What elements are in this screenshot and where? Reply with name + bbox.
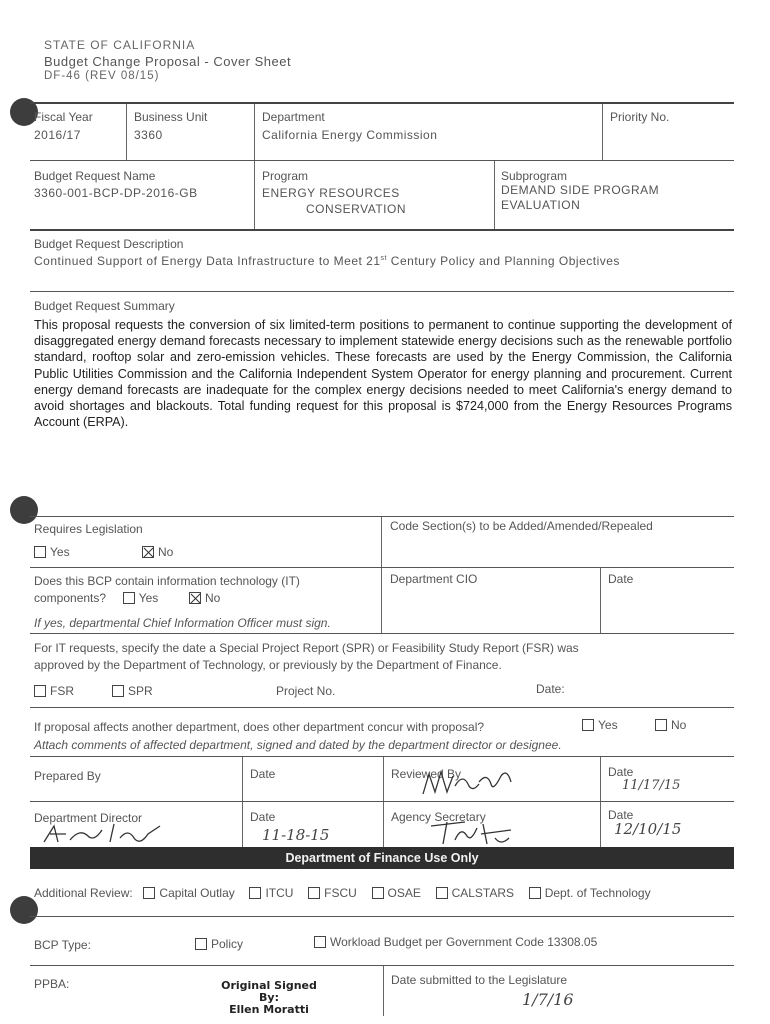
program-value-1: ENERGY RESOURCES <box>262 186 400 200</box>
prepared-by-label: Prepared By <box>34 769 101 783</box>
punch-hole-middle <box>10 496 38 524</box>
original-signed-stamp <box>214 980 324 1016</box>
bcp-type-label: BCP Type: <box>34 938 91 952</box>
director-label: Department Director <box>34 811 143 825</box>
divider <box>254 104 255 160</box>
rule <box>30 965 734 966</box>
legislation-options <box>34 545 70 559</box>
it-question-1: Does this BCP contain information technology (IT) <box>34 574 300 588</box>
department-label: Department <box>262 110 325 124</box>
description-sup: st <box>380 255 387 262</box>
it-requests-text-2: approved by the Department of Technology, or previously by the Department of Finance. <box>34 658 502 672</box>
policy-option <box>195 937 243 951</box>
summary-label: Budget Request Summary <box>34 299 175 313</box>
project-no-label: Project No. <box>276 684 336 698</box>
workload-option <box>314 935 597 949</box>
description-text: Continued Support of Energy Data Infrastructure to Meet 21 <box>34 254 381 268</box>
itcu-checkbox[interactable] <box>249 887 261 899</box>
prepared-date-label: Date <box>250 767 276 781</box>
department-value: California Energy Commission <box>262 128 438 142</box>
date-submitted-label: Date submitted to the Legislature <box>391 973 568 987</box>
stamp-line-2: Ellen Moratti <box>229 1003 309 1016</box>
description-value <box>34 254 620 268</box>
request-name-value: 3360-001-BCP-DP-2016-GB <box>34 186 198 200</box>
dept-technology-label: Dept. of Technology <box>544 886 651 900</box>
fiscal-year-label: Fiscal Year <box>34 110 93 124</box>
header-form-number: DF-46 (REV 08/15) <box>44 70 160 82</box>
priority-label: Priority No. <box>610 110 670 124</box>
other-dept-no-option <box>655 718 686 732</box>
reviewer-signature <box>415 762 525 802</box>
workload-label: Workload Budget per Government Code 13308.05 <box>330 935 598 949</box>
dept-technology-checkbox[interactable] <box>529 887 541 899</box>
business-unit-value: 3360 <box>134 128 163 142</box>
reviewed-by-label: Reviewed By <box>391 767 462 781</box>
cio-date-label: Date <box>608 572 634 586</box>
rule <box>30 160 734 161</box>
other-dept-yes-checkbox[interactable] <box>582 719 594 731</box>
it-no-label: No <box>205 591 221 605</box>
legislation-yes-checkbox[interactable] <box>34 546 46 558</box>
spr-option <box>112 684 153 698</box>
it-question-row <box>34 591 220 605</box>
it-yes-checkbox[interactable] <box>123 592 135 604</box>
secretary-date-label: Date <box>608 808 634 822</box>
calstars-checkbox[interactable] <box>436 887 448 899</box>
other-dept-note: Attach comments of affected department, signed and dated by the department director or designee. <box>34 738 562 752</box>
rule <box>30 516 734 517</box>
divider <box>600 757 601 847</box>
request-name-label: Budget Request Name <box>34 169 156 183</box>
legislation-yes-label: Yes <box>50 545 70 559</box>
calstars-label: CALSTARS <box>451 886 515 900</box>
secretary-signature <box>425 816 525 848</box>
capital-outlay-checkbox[interactable] <box>143 887 155 899</box>
divider <box>254 161 255 229</box>
other-dept-question: If proposal affects another department, does other department concur with proposal? <box>34 720 485 734</box>
rule <box>30 567 734 568</box>
other-dept-yes-option <box>582 718 618 732</box>
agency-secretary-label: Agency Secretary <box>391 810 486 824</box>
rule <box>30 229 734 231</box>
rule <box>30 916 734 917</box>
other-dept-no-checkbox[interactable] <box>655 719 667 731</box>
cio-label: Department CIO <box>390 572 478 586</box>
legislation-no-option <box>142 545 173 559</box>
capital-outlay-label: Capital Outlay <box>159 886 235 900</box>
rule <box>30 291 734 292</box>
divider <box>242 757 243 847</box>
rule <box>30 707 734 708</box>
fiscal-year-value: 2016/17 <box>34 128 81 142</box>
rule <box>30 756 734 757</box>
code-sections-label: Code Section(s) to be Added/Amended/Repealed <box>390 519 653 533</box>
workload-checkbox[interactable] <box>314 936 326 948</box>
subprogram-label: Subprogram <box>501 169 568 183</box>
date-submitted-value: 1/7/16 <box>522 990 574 1009</box>
rule <box>30 801 734 802</box>
divider <box>383 757 384 847</box>
director-signature <box>40 818 170 848</box>
stamp-line-1: Original Signed By: <box>221 979 317 1004</box>
fscu-checkbox[interactable] <box>308 887 320 899</box>
finance-use-bar: Department of Finance Use Only <box>30 847 734 869</box>
reviewed-date-value: 11/17/15 <box>622 778 681 793</box>
additional-review-label: Additional Review: <box>34 886 133 900</box>
it-requests-date-label: Date: <box>536 682 565 696</box>
it-yes-label: Yes <box>138 591 159 605</box>
description-text-end: Century Policy and Planning Objectives <box>386 254 620 268</box>
header-state: STATE OF CALIFORNIA <box>44 38 196 52</box>
program-value-2: CONSERVATION <box>306 202 407 216</box>
fsr-checkbox[interactable] <box>34 685 46 697</box>
director-date-value: 11-18-15 <box>262 826 330 844</box>
divider <box>600 568 601 633</box>
ppba-label: PPBA: <box>34 977 70 991</box>
legislation-label: Requires Legislation <box>34 522 143 536</box>
divider <box>494 161 495 229</box>
policy-label: Policy <box>211 937 244 951</box>
subprogram-value-1: DEMAND SIDE PROGRAM <box>501 183 660 197</box>
osae-label: OSAE <box>387 886 421 900</box>
other-dept-yes-label: Yes <box>598 718 618 732</box>
it-no-checkbox[interactable] <box>189 592 201 604</box>
legislation-no-label: No <box>158 545 174 559</box>
rule <box>30 633 734 634</box>
top-rule <box>30 102 734 104</box>
legislation-no-checkbox[interactable] <box>142 546 154 558</box>
fsr-option <box>34 684 74 698</box>
program-label: Program <box>262 169 309 183</box>
divider <box>383 966 384 1016</box>
it-note: If yes, departmental Chief Information Officer must sign. <box>34 616 331 630</box>
subprogram-value-2: EVALUATION <box>501 198 581 212</box>
divider <box>602 104 603 160</box>
spr-label: SPR <box>128 684 153 698</box>
osae-checkbox[interactable] <box>372 887 384 899</box>
summary-text: This proposal requests the conversion of six limited-term positions to permanent to continue supporting the development of disaggregated energy demand forecasts necessary to implement statewide energy decisions such as the renewable portfolio standard, rooftop solar and zero-emission vehicles. These forecasts are used by the Energy Commission, the California Public Utilities Commission and the California Independent System Operator for energy planning and procurement. Current energy demand forecasts are inadequate for the complex energy decisions needed to meet California's energy demand to avoid shortages and blackouts. Total funding request for this proposal is $724,000 from the Energy Resources Programs Account (ERPA). <box>34 318 732 430</box>
reviewed-date-label: Date <box>608 765 634 779</box>
secretary-date-value: 12/10/15 <box>614 820 682 838</box>
fsr-label: FSR <box>50 684 74 698</box>
it-question-2: components? <box>34 591 107 605</box>
additional-review-row <box>34 886 651 900</box>
it-requests-text-1: For IT requests, specify the date a Special Project Report (SPR) or Feasibility Study Report (FSR) was <box>34 641 579 655</box>
fscu-label: FSCU <box>324 886 357 900</box>
description-label: Budget Request Description <box>34 237 184 251</box>
policy-checkbox[interactable] <box>195 938 207 950</box>
punch-hole-bottom <box>10 896 38 924</box>
other-dept-no-label: No <box>671 718 687 732</box>
spr-checkbox[interactable] <box>112 685 124 697</box>
director-date-label: Date <box>250 810 276 824</box>
business-unit-label: Business Unit <box>134 110 208 124</box>
header-title: Budget Change Proposal - Cover Sheet <box>44 54 292 69</box>
divider <box>126 104 127 160</box>
itcu-label: ITCU <box>265 886 294 900</box>
divider <box>381 517 382 633</box>
